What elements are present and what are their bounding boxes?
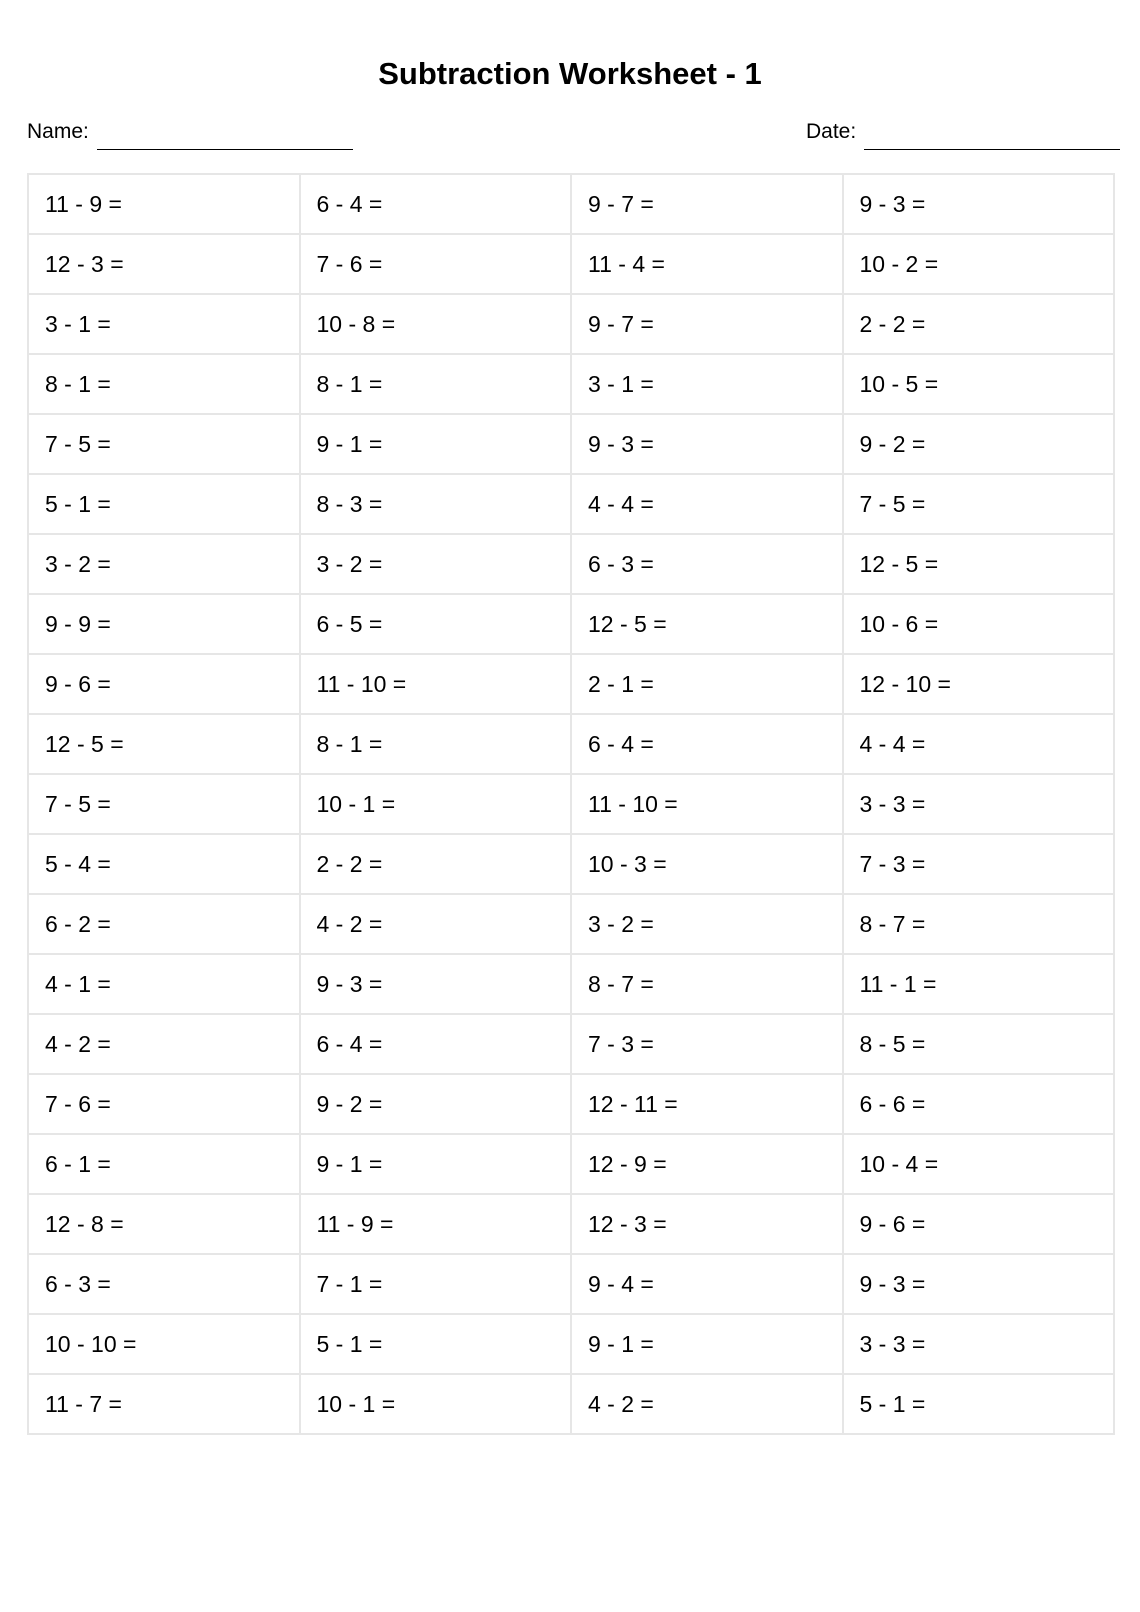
problem-row [28,834,1114,894]
problem-cell: 9 - 3 = [843,174,1115,234]
problem-row [28,474,1114,534]
problem-cell: 3 - 3 = [843,1314,1115,1374]
problem-cell: 11 - 10 = [571,774,843,834]
name-blank-line[interactable] [97,115,353,150]
problem-cell: 8 - 7 = [843,894,1115,954]
problem-cell: 8 - 5 = [843,1014,1115,1074]
problem-cell: 4 - 4 = [571,474,843,534]
problem-cell: 5 - 4 = [28,834,300,894]
problem-cell: 5 - 1 = [843,1374,1115,1434]
problem-cell: 12 - 3 = [28,234,300,294]
problem-cell: 10 - 5 = [843,354,1115,414]
problem-cell: 6 - 3 = [28,1254,300,1314]
worksheet-title: Subtraction Worksheet - 1 [378,56,762,91]
problem-cell: 3 - 2 = [571,894,843,954]
problem-cell: 9 - 1 = [571,1314,843,1374]
problem-row [28,714,1114,774]
problem-cell: 6 - 6 = [843,1074,1115,1134]
problem-cell: 11 - 1 = [843,954,1115,1014]
problem-cell: 7 - 5 = [28,414,300,474]
problem-row [28,1134,1114,1194]
problem-row [28,954,1114,1014]
problem-cell: 6 - 5 = [300,594,572,654]
problem-cell: 10 - 2 = [843,234,1115,294]
problem-cell: 7 - 5 = [28,774,300,834]
problem-cell: 12 - 5 = [843,534,1115,594]
problem-row [28,534,1114,594]
problem-row [28,894,1114,954]
problem-cell: 11 - 10 = [300,654,572,714]
problem-row [28,654,1114,714]
problem-row [28,1314,1114,1374]
problem-cell: 12 - 3 = [571,1194,843,1254]
problem-cell: 12 - 8 = [28,1194,300,1254]
problem-row [28,294,1114,354]
problem-row [28,594,1114,654]
problem-cell: 12 - 10 = [843,654,1115,714]
problem-cell: 9 - 2 = [300,1074,572,1134]
problem-row [28,414,1114,474]
date-blank-line[interactable] [864,115,1120,150]
problem-cell: 8 - 1 = [28,354,300,414]
date-label: Date: [806,120,857,143]
problem-cell: 9 - 1 = [300,1134,572,1194]
problem-cell: 11 - 4 = [571,234,843,294]
problem-cell: 10 - 6 = [843,594,1115,654]
problem-row [28,354,1114,414]
problem-cell: 6 - 1 = [28,1134,300,1194]
problem-cell: 5 - 1 = [28,474,300,534]
problem-cell: 4 - 2 = [300,894,572,954]
problem-cell: 12 - 11 = [571,1074,843,1134]
problem-cell: 10 - 4 = [843,1134,1115,1194]
problem-cell: 10 - 1 = [300,1374,572,1434]
problem-cell: 2 - 2 = [843,294,1115,354]
problem-cell: 10 - 3 = [571,834,843,894]
problem-cell: 9 - 4 = [571,1254,843,1314]
date-field [806,116,1120,150]
problem-cell: 6 - 4 = [571,714,843,774]
problem-cell: 12 - 9 = [571,1134,843,1194]
problem-cell: 6 - 4 = [300,174,572,234]
problem-cell: 4 - 2 = [28,1014,300,1074]
problem-cell: 12 - 5 = [571,594,843,654]
problem-cell: 3 - 2 = [300,534,572,594]
problem-cell: 9 - 6 = [843,1194,1115,1254]
problem-cell: 2 - 2 = [300,834,572,894]
problem-cell: 7 - 6 = [28,1074,300,1134]
problem-row [28,1014,1114,1074]
problem-cell: 6 - 3 = [571,534,843,594]
problem-cell: 10 - 8 = [300,294,572,354]
problem-cell: 11 - 9 = [28,174,300,234]
problem-cell: 3 - 2 = [28,534,300,594]
problem-cell: 3 - 1 = [28,294,300,354]
problem-row [28,1254,1114,1314]
problem-cell: 4 - 1 = [28,954,300,1014]
problem-row [28,1074,1114,1134]
problem-cell: 10 - 10 = [28,1314,300,1374]
problem-cell: 10 - 1 = [300,774,572,834]
problem-cell: 9 - 9 = [28,594,300,654]
problem-cell: 9 - 3 = [571,414,843,474]
problem-cell: 11 - 9 = [300,1194,572,1254]
problem-cell: 7 - 5 = [843,474,1115,534]
problem-cell: 5 - 1 = [300,1314,572,1374]
problem-cell: 8 - 1 = [300,354,572,414]
problem-cell: 6 - 2 = [28,894,300,954]
problem-grid [27,173,1115,1435]
problem-row [28,234,1114,294]
problem-row [28,1194,1114,1254]
problem-cell: 12 - 5 = [28,714,300,774]
problem-cell: 9 - 1 = [300,414,572,474]
problem-cell: 7 - 3 = [843,834,1115,894]
problem-cell: 8 - 1 = [300,714,572,774]
problem-cell: 8 - 3 = [300,474,572,534]
problem-cell: 9 - 7 = [571,174,843,234]
problem-cell: 8 - 7 = [571,954,843,1014]
name-label: Name: [27,120,89,143]
problem-cell: 7 - 6 = [300,234,572,294]
problem-cell: 7 - 1 = [300,1254,572,1314]
name-field [27,116,353,150]
problem-cell: 3 - 3 = [843,774,1115,834]
problem-cell: 6 - 4 = [300,1014,572,1074]
problem-cell: 2 - 1 = [571,654,843,714]
problem-cell: 4 - 2 = [571,1374,843,1434]
problem-cell: 9 - 7 = [571,294,843,354]
problem-cell: 7 - 3 = [571,1014,843,1074]
problem-cell: 9 - 2 = [843,414,1115,474]
problem-cell: 4 - 4 = [843,714,1115,774]
problem-cell: 11 - 7 = [28,1374,300,1434]
problem-cell: 9 - 6 = [28,654,300,714]
problem-cell: 3 - 1 = [571,354,843,414]
problem-row [28,174,1114,234]
problem-row [28,1374,1114,1434]
problem-cell: 9 - 3 = [843,1254,1115,1314]
problem-cell: 9 - 3 = [300,954,572,1014]
problem-row [28,774,1114,834]
